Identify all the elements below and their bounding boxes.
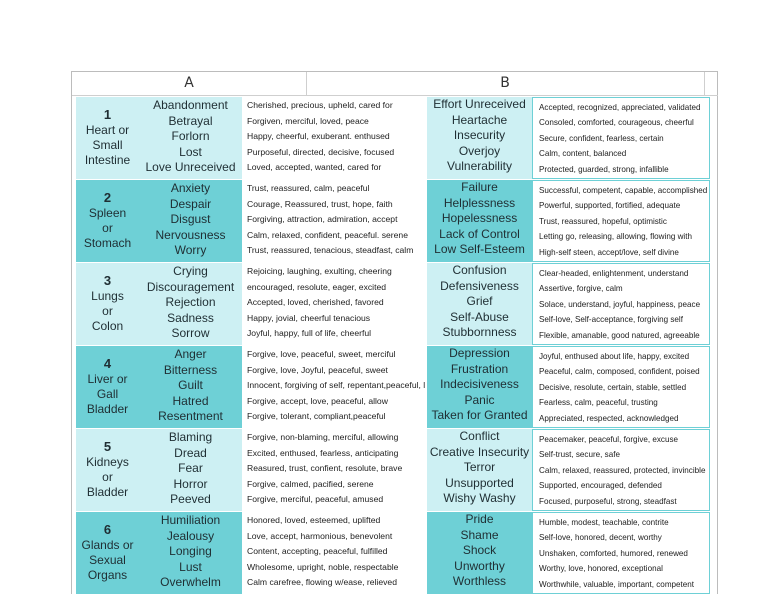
column-a-positive-states [242, 346, 427, 428]
organ-label: Lungs [91, 289, 124, 303]
column-b-positive-states [532, 346, 710, 428]
organ-cell [76, 429, 139, 511]
emotion-label: Humiliation [160, 513, 221, 527]
positive-state-line: Rejoicing, laughing, exulting, cheering [247, 266, 392, 276]
emotion-label: Shock [462, 543, 497, 558]
column-b-emotions [427, 180, 532, 262]
emotion-label: Worry [174, 243, 207, 258]
emotion-label: Dread [174, 445, 207, 460]
column-header-a: A [72, 72, 307, 95]
emotion-label: Peeved [170, 492, 211, 507]
positive-state-line: Forgive, accept, love, peaceful, allow [247, 395, 388, 406]
positive-state-line: Flexible, amanable, good natured, agreeable [539, 330, 700, 340]
emotion-label: Wishy Washy [443, 491, 516, 506]
positive-state-line: Peaceful, calm, composed, confident, poised [539, 367, 700, 377]
emotion-label: Unsupported [445, 475, 514, 490]
positive-state-line: Forgiven, merciful, loved, peace [247, 115, 369, 126]
emotion-label: Shame [460, 527, 499, 542]
organ-label: Glands or [81, 538, 134, 552]
table-row [76, 512, 710, 594]
positive-state-line: Forgive, non-blaming, merciful, allowing [247, 432, 399, 442]
positive-state-line: Forgiving, attraction, admiration, accept [247, 214, 398, 225]
positive-state-line: Courage, Reassured, trust, hope, faith [247, 198, 393, 209]
row-number: 5 [103, 439, 112, 454]
emotion-label: Confusion [452, 263, 507, 277]
organ-label: Stomach [83, 236, 132, 250]
column-a-emotions [139, 180, 242, 262]
organ-label: or [102, 221, 113, 235]
positive-state-line: Forgive, tolerant, compliant,peaceful [247, 411, 386, 422]
column-b-emotions [427, 97, 532, 179]
emotion-label: Indecisiveness [440, 377, 519, 392]
positive-state-line: Calm, relaxed, confident, peaceful. serene [247, 229, 408, 240]
positive-state-line: Calm carefree, flowing w/ease, relieved [247, 577, 397, 588]
column-a-emotions [139, 429, 242, 511]
emotion-label: Hatred [172, 393, 209, 408]
table-row [76, 180, 710, 262]
organ-label: Organs [87, 568, 128, 582]
emotion-label: Anger [174, 347, 207, 361]
emotion-label: Vulnerability [447, 159, 512, 174]
column-a-positive-states [242, 512, 427, 594]
positive-state-line: Calm, content, balanced [539, 149, 627, 159]
positive-state-line: Secure, confident, fearless, certain [539, 133, 664, 143]
positive-state-line: Clear-headed, enlightenment, understand [539, 269, 689, 278]
positive-state-line: Joyful, enthused about life, happy, excited [539, 352, 690, 361]
positive-state-line: Forgive, calmed, pacified, serene [247, 478, 374, 489]
emotion-label: Despair [169, 196, 212, 211]
column-b-positive-states [532, 97, 710, 179]
emotion-label: Panic [464, 392, 495, 407]
positive-state-line: Happy, jovial, cheerful tenacious [247, 312, 371, 323]
emotion-label: Insecurity [453, 128, 506, 143]
positive-state-line: Cherished, precious, upheld, cared for [247, 100, 393, 110]
positive-state-line: Wholesome, upright, noble, respectable [247, 561, 399, 572]
emotion-label: Discouragement [146, 279, 235, 294]
positive-state-line: Accepted, loved, cherished, favored [247, 297, 384, 308]
organ-label: Heart or [85, 123, 130, 137]
organ-label: or [102, 304, 113, 318]
column-b-emotions [427, 429, 532, 511]
column-header-b: B [306, 72, 705, 95]
emotion-label: Nervousness [155, 227, 226, 242]
emotion-label: Unworthy [454, 558, 505, 573]
emotion-label: Guilt [178, 378, 203, 393]
row-number: 1 [103, 107, 112, 122]
emotion-label: Hopelessness [441, 211, 518, 226]
organ-label: Intestine [84, 153, 131, 167]
emotion-label: Low Self-Esteem [434, 242, 525, 257]
row-number: 3 [103, 273, 112, 288]
positive-state-line: Unshaken, comforted, humored, renewed [539, 548, 688, 558]
column-a-positive-states [242, 429, 427, 511]
row-number: 4 [103, 356, 112, 371]
positive-state-line: Consoled, comforted, courageous, cheerful [539, 118, 694, 128]
positive-state-line: Decisive, resolute, certain, stable, settled [539, 382, 687, 392]
positive-state-line: Powerful, supported, fortified, adequate [539, 201, 681, 211]
organ-label: Sexual [89, 553, 126, 567]
table-row [76, 263, 710, 345]
positive-state-line: Supported, encouraged, defended [539, 481, 662, 491]
positive-state-line: Trust, reassured, hopeful, optimistic [539, 216, 667, 226]
emotion-label: Lust [179, 559, 202, 574]
emotion-label: Helplessness [443, 195, 516, 210]
positive-state-line: Worthy, love, honored, exceptional [539, 564, 663, 574]
organ-label: or [102, 470, 113, 484]
column-b-emotions [427, 346, 532, 428]
positive-state-line: Forgive, love, Joyful, peaceful, sweet [247, 364, 388, 375]
emotion-label: Lack of Control [439, 226, 520, 241]
emotion-label: Taken for Granted [431, 408, 528, 423]
column-a-emotions [139, 512, 242, 594]
organ-label: Bladder [86, 485, 129, 499]
emotion-chart-table [71, 71, 718, 594]
column-a-emotions [139, 97, 242, 179]
emotion-label: Lost [179, 144, 202, 159]
positive-state-line: Successful, competent, capable, accomplished [539, 186, 708, 195]
header-divider [72, 95, 718, 96]
positive-state-line: encouraged, resolute, eager, excited [247, 281, 387, 292]
organ-cell [76, 346, 139, 428]
emotion-label: Self-Abuse [450, 309, 509, 324]
emotion-label: Crying [173, 264, 208, 278]
emotion-label: Heartache [451, 112, 508, 127]
organ-label: Small [92, 138, 123, 152]
organ-label: Colon [91, 319, 124, 333]
positive-state-line: Forgive, merciful, peaceful, amused [247, 494, 384, 505]
positive-state-line: Solace, understand, joyful, happiness, peace [539, 299, 701, 309]
emotion-label: Effort Unreceived [433, 97, 526, 111]
organ-label: Kidneys [86, 455, 129, 469]
positive-state-line: Honored, loved, esteemed, uplifted [247, 515, 381, 525]
emotion-label: Overjoy [458, 143, 501, 158]
emotion-label: Blaming [168, 430, 213, 444]
organ-label: Gall [96, 387, 119, 401]
emotion-label: Failure [461, 180, 498, 194]
emotion-label: Anxiety [170, 181, 211, 195]
emotion-label: Stubbornness [442, 325, 517, 340]
organ-label: Spleen [88, 206, 127, 220]
positive-state-line: Assertive, forgive, calm [539, 284, 623, 294]
emotion-label: Depression [449, 346, 510, 360]
emotion-label: Betrayal [168, 113, 213, 128]
positive-state-line: Love, accept, harmonious, benevolent [247, 530, 393, 541]
positive-state-line: Trust, reassured, tenacious, steadfast, calm [247, 245, 414, 256]
organ-cell [76, 97, 139, 179]
positive-state-line: Worthwhile, valuable, important, competent [539, 579, 695, 589]
positive-state-line: Joyful, happy, full of life, cheerful [247, 328, 372, 339]
row-number: 6 [103, 522, 112, 537]
emotion-label: Horror [173, 476, 208, 491]
column-b-positive-states [532, 429, 710, 511]
organ-label: Liver or [87, 372, 128, 386]
emotion-label: Rejection [165, 295, 216, 310]
column-a-emotions [139, 346, 242, 428]
organ-cell [76, 263, 139, 345]
organ-label: Bladder [86, 402, 129, 416]
emotion-label: Love Unreceived [145, 160, 236, 175]
organ-cell [76, 512, 139, 594]
positive-state-line: Trust, reassured, calm, peaceful [247, 183, 370, 193]
column-b-positive-states [532, 263, 710, 345]
emotion-label: Jealousy [166, 528, 215, 543]
emotion-label: Worthless [452, 574, 507, 589]
emotion-label: Sadness [167, 310, 214, 325]
positive-state-line: Protected, guarded, strong, infallible [539, 164, 669, 174]
emotion-label: Forlorn [171, 129, 210, 144]
positive-state-line: Content, accepting, peaceful, fulfilled [247, 546, 388, 557]
column-b-positive-states [532, 512, 710, 594]
emotion-label: Creative Insecurity [429, 444, 530, 459]
emotion-label: Resentment [158, 409, 223, 424]
emotion-label: Longing [169, 544, 212, 559]
positive-state-line: Focused, purposeful, strong, steadfast [539, 496, 677, 506]
positive-state-line: Self-trust, secure, safe [539, 450, 620, 460]
row-number: 2 [103, 190, 112, 205]
emotion-label: Sorrow [171, 326, 210, 341]
emotion-label: Conflict [459, 429, 500, 443]
positive-state-line: Forgive, love, peaceful, sweet, merciful [247, 349, 396, 359]
emotion-label: Overwhelm [160, 575, 221, 590]
positive-state-line: Humble, modest, teachable, contrite [539, 518, 669, 527]
emotion-label: Bitterness [163, 362, 218, 377]
positive-state-line: Purposeful, directed, decisive, focused [247, 146, 395, 157]
positive-state-line: Loved, accepted, wanted, cared for [247, 162, 382, 173]
positive-state-line: Excited, enthused, fearless, anticipating [247, 447, 399, 458]
column-b-positive-states [532, 180, 710, 262]
emotion-label: Fear [178, 461, 203, 476]
emotion-label: Abandonment [153, 98, 228, 112]
positive-state-line: Innocent, forgiving of self, repentant,peaceful, l [247, 380, 426, 391]
positive-state-line: Peacemaker, peaceful, forgive, excuse [539, 435, 679, 444]
table-row [76, 346, 710, 428]
column-a-positive-states [242, 263, 427, 345]
positive-state-line: Self-love, honored, decent, worthy [539, 533, 662, 543]
positive-state-line: Fearless, calm, peaceful, trusting [539, 398, 658, 408]
positive-state-line: High-self steen, accept/love, self divine [539, 247, 679, 257]
organ-cell [76, 180, 139, 262]
positive-state-line: Self-love, Self-acceptance, forgiving self [539, 315, 683, 325]
emotion-label: Disgust [170, 212, 211, 227]
positive-state-line: Calm, relaxed, reassured, protected, invincible [539, 465, 706, 475]
column-a-positive-states [242, 180, 427, 262]
table-row [76, 97, 710, 179]
positive-state-line: Reasured, trust, confient, resolute, brave [247, 463, 403, 474]
positive-state-line: Happy, cheerful, exuberant. enthused [247, 131, 390, 142]
emotion-label: Defensiveness [440, 278, 519, 293]
column-a-emotions [139, 263, 242, 345]
positive-state-line: Accepted, recognized, appreciated, validated [539, 103, 701, 112]
column-a-positive-states [242, 97, 427, 179]
table-row [76, 429, 710, 511]
positive-state-line: Appreciated, respected, acknowledged [539, 413, 679, 423]
emotion-label: Terror [463, 460, 496, 475]
emotion-label: Frustration [450, 361, 509, 376]
positive-state-line: Letting go, releasing, allowing, flowing with [539, 232, 692, 242]
column-b-emotions [427, 512, 532, 594]
emotion-label: Grief [466, 294, 493, 309]
emotion-label: Pride [465, 512, 494, 526]
column-b-emotions [427, 263, 532, 345]
